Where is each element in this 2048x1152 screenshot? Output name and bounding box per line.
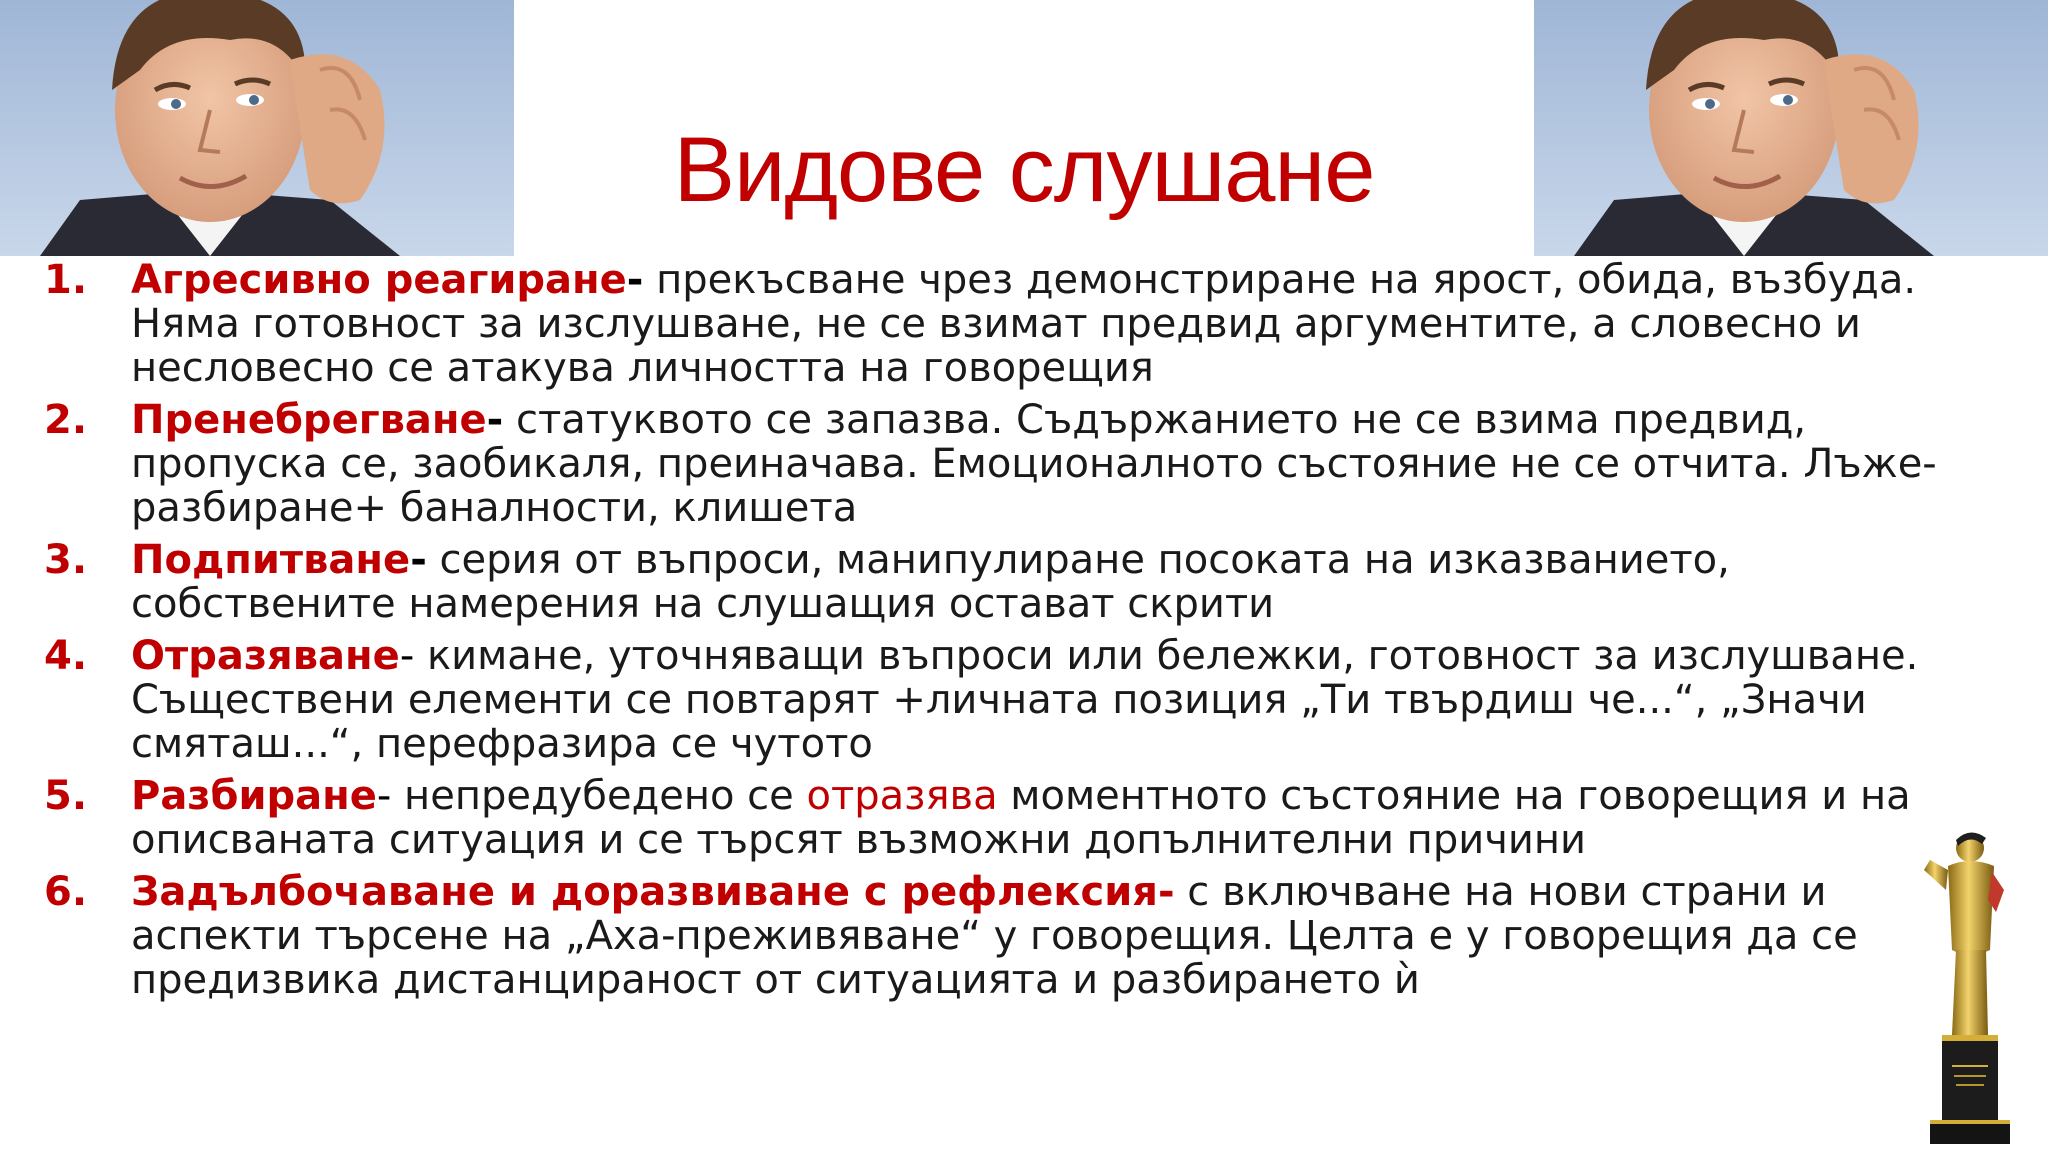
item-dash: - <box>626 257 644 303</box>
list-item <box>0 634 1990 766</box>
list-item <box>0 398 1990 530</box>
item-highlight: отразява <box>806 773 998 819</box>
item-text: с включване на нови страни и аспекти търсене на „Аха-преживяване“ у говорещия. Целта е у говорещия да се предизвика дистанцираност от ситуацията и разбирането ѝ <box>131 869 1858 1003</box>
item-text: статуквото се запазва. Съдържанието не се взима предвид, пропуска се, заобикаля, преиначава. Емоционалното състояние не се отчита. Лъже-разбиране+ баналности, клишета <box>131 397 1937 531</box>
list-item <box>0 870 1990 1002</box>
item-term: Агресивно реагиране <box>131 257 627 303</box>
item-text: прекъсване чрез демонстриране на ярост, обида, възбуда. Няма готовност за изслушване, не се взимат предвид аргументите, а словесно и несловесно се атакува личността на говорещия <box>131 257 1917 391</box>
item-number: 3. <box>44 537 88 583</box>
item-dash: - <box>376 773 392 819</box>
item-term: Пренебрегване <box>131 397 487 443</box>
item-number: 2. <box>44 397 88 443</box>
item-term: Подпитване <box>131 537 411 583</box>
item-number: 5. <box>44 773 88 819</box>
listening-types-list <box>0 258 1990 1010</box>
item-term: Задълбочаване и доразвиване с рефлексия- <box>131 869 1175 915</box>
item-text: непредубедено се <box>391 773 807 819</box>
item-dash: - <box>399 633 415 679</box>
item-number: 6. <box>44 869 88 915</box>
listening-man-photo-right <box>1534 0 2048 256</box>
item-number: 4. <box>44 633 88 679</box>
item-term: Отразяване <box>131 633 400 679</box>
list-item <box>0 258 1990 390</box>
list-item <box>0 774 1990 862</box>
item-number: 1. <box>44 257 88 303</box>
item-dash: - <box>410 537 427 583</box>
item-text: кимане, уточняващи въпроси или бележки, готовност за изслушване. Съществени елементи се повтарят +личната позиция „Ти твърдиш че...“, „Значи смяташ...“, перефразира се чутото <box>131 633 1919 767</box>
slide-title: Видове слушане <box>673 119 1375 221</box>
item-text: моментното състояние на говорещия и на описваната ситуация и се търсят възможни допълнителни причини <box>131 773 1911 863</box>
item-text: серия от въпроси, манипулиране посоката на изказванието, собствените намерения на слушащия остават скрити <box>131 537 1730 627</box>
item-dash: - <box>486 397 504 443</box>
item-term: Разбиране <box>131 773 377 819</box>
listening-man-photo-left <box>0 0 514 256</box>
list-item <box>0 538 1990 626</box>
golden-statuette-icon <box>1912 820 2022 1150</box>
